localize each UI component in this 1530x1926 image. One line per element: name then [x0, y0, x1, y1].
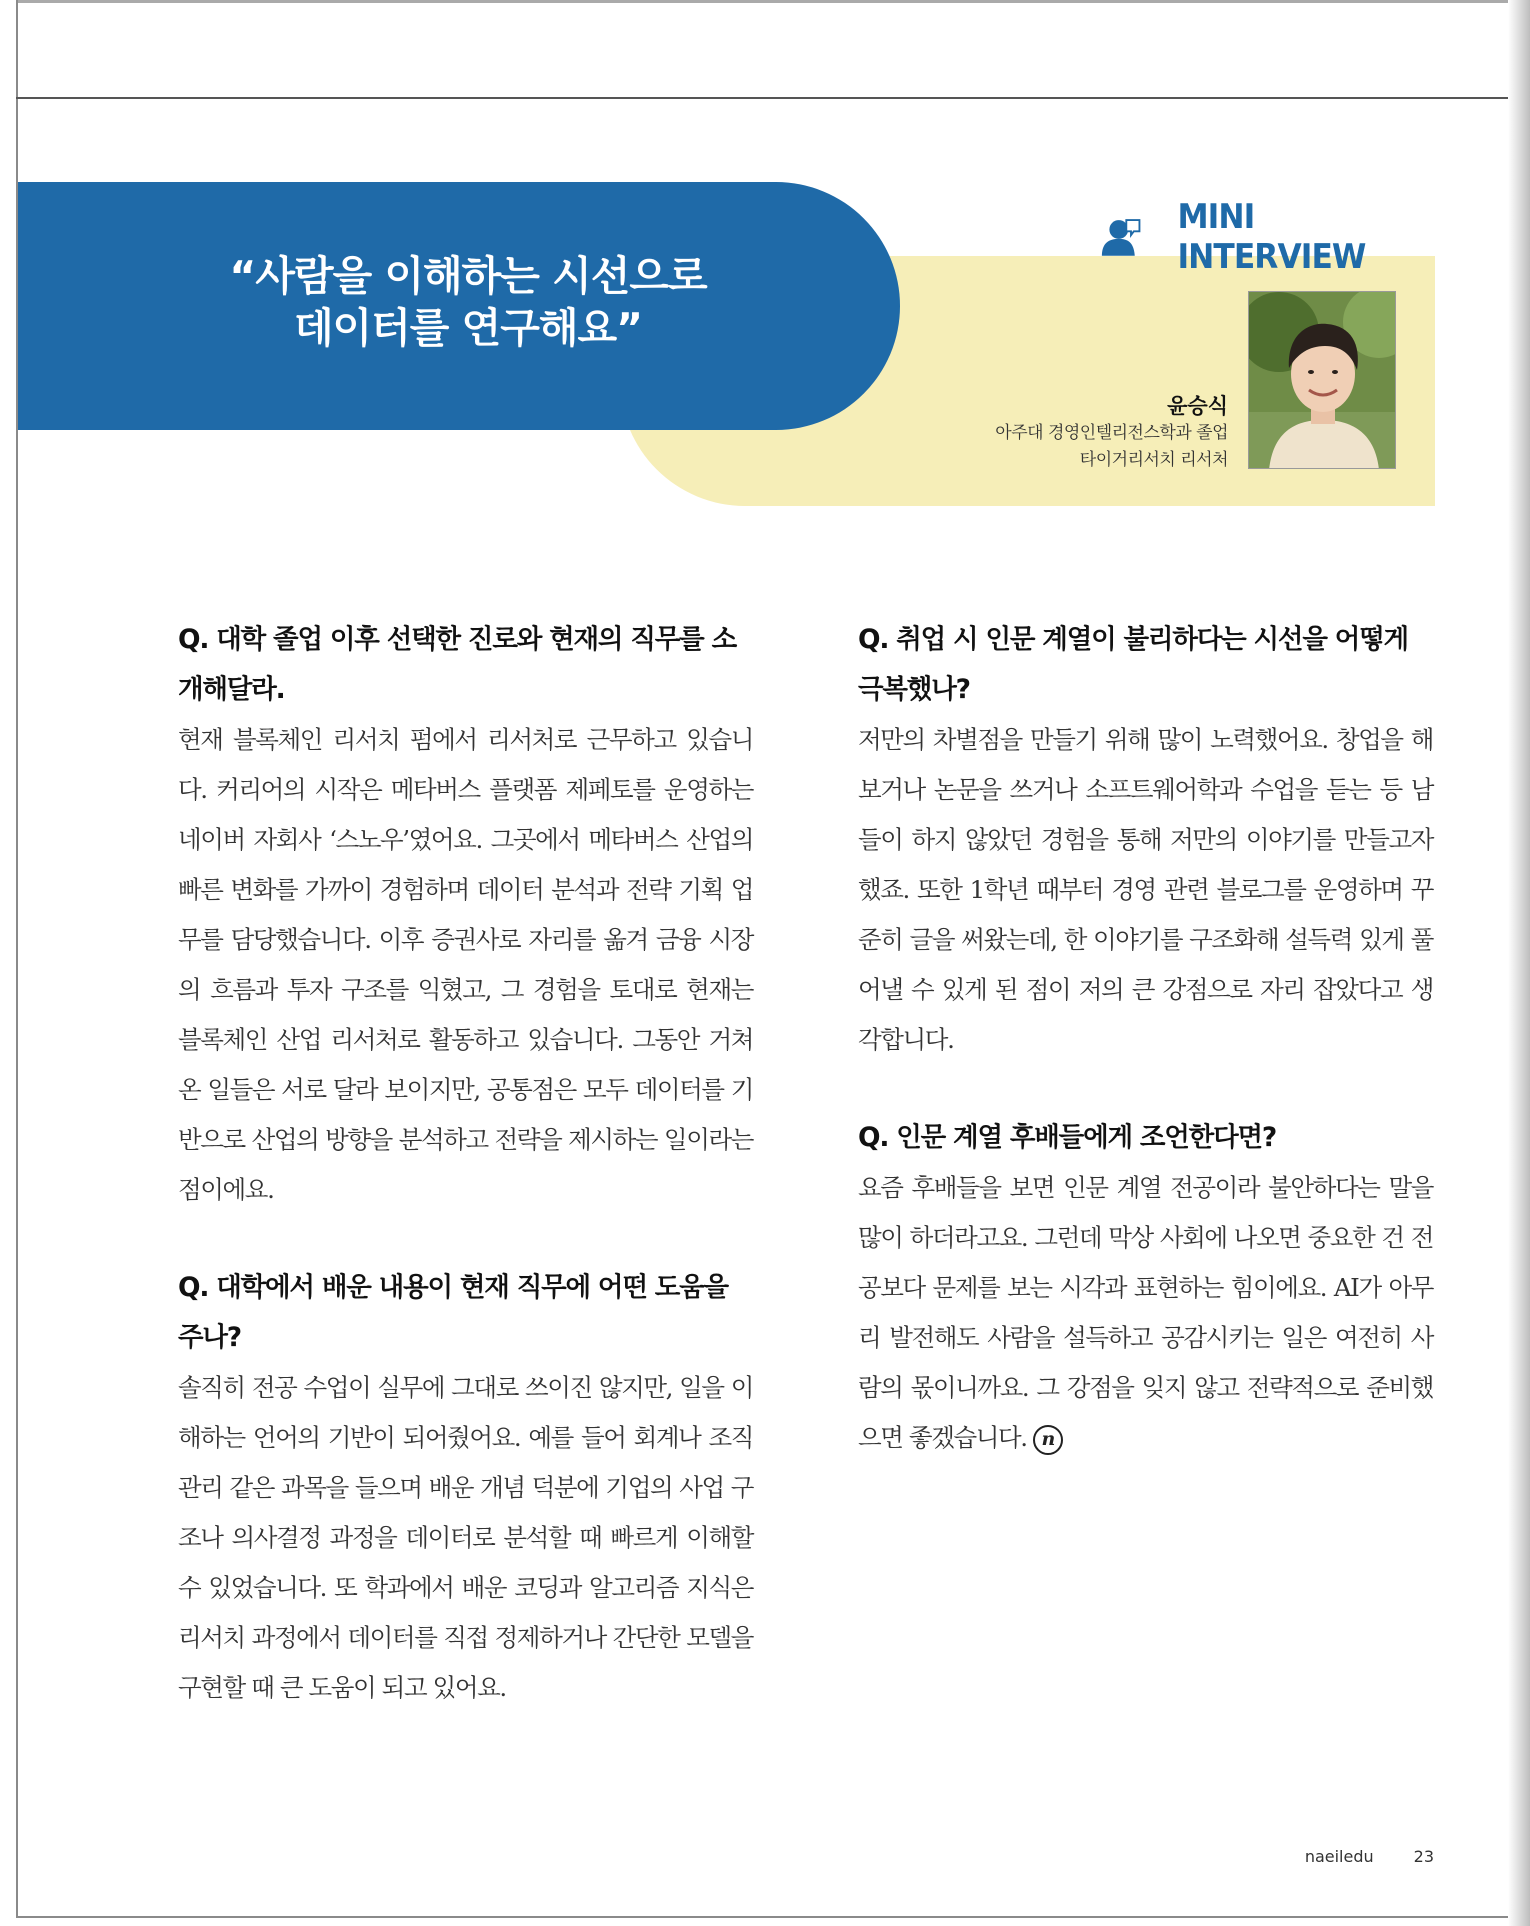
right-column: [858, 615, 1433, 1511]
qa-block: [858, 1113, 1433, 1463]
answer-wrapper: [858, 1163, 1433, 1463]
answer: 현재 블록체인 리서치 펌에서 리서처로 근무하고 있습니다. 커리어의 시작은 메타버스 플랫폼 제페토를 운영하는 네이버 자회사 ‘스노우’였어요. 그곳에서 메타버스 산업의 빠른 변화를 가까이 경험하며 데이터 분석과 전략 기획 업무를 담당했습니다. 이후 증권사로 자리를 옮겨 금융 시장의 흐름과 투자 구조를 익혔고, 그 경험을 토대로 현재는 블록체인 산업 리서처로 활동하고 있습니다. 그동안 거쳐 온 일들은 서로 달라 보이지만, 공통점은 모두 데이터를 기반으로 산업의 방향을 분석하고 전략을 제시하는 일이라는 점이에요.: [178, 725, 753, 1204]
section-label-text: MINI INTERVIEW: [1177, 197, 1366, 277]
question: Q. 취업 시 인문 계열이 불리하다는 시선을 어떻게 극복했나?: [858, 624, 1408, 705]
page-footer: [1305, 1847, 1434, 1866]
qa-block: [178, 1263, 753, 1713]
portrait-illustration: [1249, 292, 1396, 469]
section-label: [1100, 197, 1436, 277]
page-fold-shadow: [1508, 0, 1530, 1926]
qa-block: [178, 615, 753, 1215]
interviewee-name: 윤승식: [1167, 394, 1228, 418]
answer: 요즘 후배들을 보면 인문 계열 전공이라 불안하다는 말을 많이 하더라고요. 그런데 막상 사회에 나오면 중요한 건 전공보다 문제를 보는 시각과 표현하는 힘이에요. AI가 아무리 발전해도 사람을 설득하고 공감시키는 일은 여전히 사람의 몫이니까요. 그 강점을 잊지 않고 전략적으로 준비했으면 좋겠습니다.: [858, 1173, 1433, 1452]
footer-brand: naeiledu: [1304, 1847, 1374, 1866]
question: Q. 대학에서 배운 내용이 현재 직무에 어떤 도움을 주나?: [178, 1272, 728, 1353]
answer: 솔직히 전공 수업이 실무에 그대로 쓰이진 않지만, 일을 이해하는 언어의 기반이 되어줬어요. 예를 들어 회계나 조직관리 같은 과목을 들으며 배운 개념 덕분에 기업의 사업 구조나 의사결정 과정을 데이터로 분석할 때 빠르게 이해할 수 있었습니다. 또 학과에서 배운 코딩과 알고리즘 지식은 리서치 과정에서 데이터를 직접 정제하거나 간단한 모델을 구현할 때 큰 도움이 되고 있어요.: [178, 1373, 753, 1702]
person-chat-icon: [1100, 215, 1141, 259]
answer: 저만의 차별점을 만들기 위해 많이 노력했어요. 창업을 해보거나 논문을 쓰거나 소프트웨어학과 수업을 듣는 등 남들이 하지 않았던 경험을 통해 저만의 이야기를 만들고자 했죠. 또한 1학년 때부터 경영 관련 블로그를 운영하며 꾸준히 글을 써왔는데, 한 이야기를 구조화해 설득력 있게 풀어낼 수 있게 된 점이 저의 큰 강점으로 자리 잡았다고 생각합니다.: [858, 725, 1433, 1054]
interviewee-photo: [1248, 291, 1396, 469]
interviewee-school: 아주대 경영인텔리전스학과 졸업: [995, 423, 1228, 443]
page-number: 23: [1413, 1847, 1434, 1866]
left-column: [178, 615, 753, 1761]
interviewee-job: 타이거리서치 리서처: [1079, 450, 1228, 470]
headline: [18, 250, 918, 354]
headline-line-1: “사람을 이해하는 시선으로: [229, 252, 707, 300]
qa-block: [858, 615, 1433, 1065]
top-rule: [16, 97, 1512, 99]
question: Q. 대학 졸업 이후 선택한 진로와 현재의 직무를 소개해달라.: [178, 624, 736, 705]
question: Q. 인문 계열 후배들에게 조언한다면?: [858, 1122, 1277, 1153]
end-mark-icon: n: [1033, 1425, 1063, 1455]
headline-line-2: 데이터를 연구해요”: [293, 304, 643, 352]
interviewee-info: [900, 392, 1228, 474]
